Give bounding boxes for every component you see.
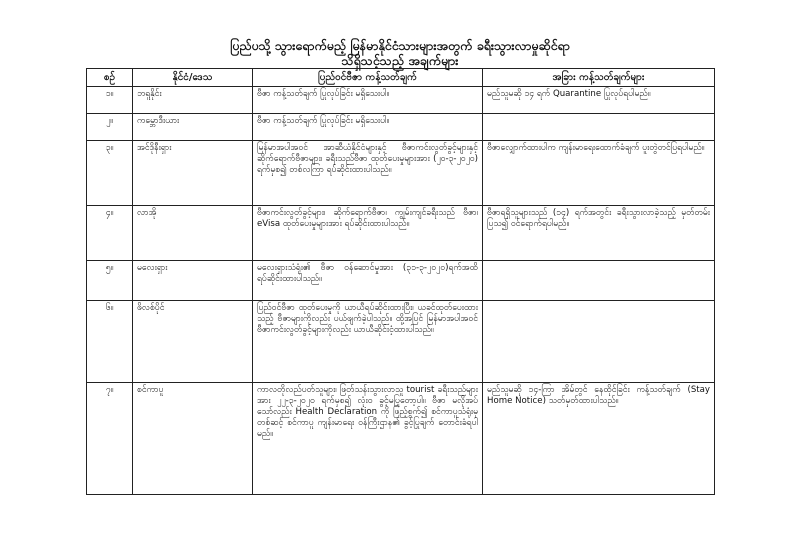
header-visa-restriction: ပြည်ဝင်ဗီဇာ ကန့်သတ်ချက် [253,69,483,87]
row-number: ၃။ [87,141,133,206]
table-row [87,301,715,383]
table-row [87,141,715,206]
row-country: အင်ဒိုနီးရှား [133,141,253,206]
row-number: ၆။ [87,301,133,383]
header-no: စဉ် [87,69,133,87]
row-other-restriction [483,261,715,301]
row-number: ၇။ [87,383,133,495]
row-other-restriction: မည်သူမဆို ၁၄-ကြာ အိမ်တွင် နေထိုင်ခြင်း ကန့်သတ်ချက် (Stay Home Notice) သတ်မှတ်ထားပါသည်။ [483,383,715,495]
table-row [87,114,715,141]
table-row [87,87,715,114]
document-title-line-1: ပြည်ပသို့ သွားရောက်မည့် မြန်မာနိုင်ငံသားများအတွက် ခရီးသွားလာမှုဆိုင်ရာ [230,38,570,53]
row-number: ၂။ [87,114,133,141]
row-other-restriction: ဗီဇာရရှိသူများသည် (၁၄) ရက်အတွင်း ခရီးသွားလာခဲ့သည့် မှတ်တမ်းပြသ၍ ဝင်ရောက်ရပါမည်။ [483,206,715,261]
row-visa-restriction: ဗီဇာ ကန့်သတ်ချက် ပြုလုပ်ခြင်း မရှိသေးပါ။ [253,114,483,141]
row-country: လာအို [133,206,253,261]
row-number: ၄။ [87,206,133,261]
row-country: မလေးရှား [133,261,253,301]
row-visa-restriction: ဗီဇာကင်းလွတ်ခွင့်များ၊ ဆိုက်ရောက်ဗီဇာ၊ ကျွမ်းကျင်ခရီးသည် ဗီဇာ၊ eVisa ထုတ်ပေးမှုများအား ရပ်ဆိုင်းထားပါသည်။ [253,206,483,261]
row-number: ၁။ [87,87,133,114]
row-visa-restriction: ဗီဇာ ကန့်သတ်ချက် ပြုလုပ်ခြင်း မရှိသေးပါ။ [253,87,483,114]
table-row [87,261,715,301]
row-visa-restriction: မြန်မာအပါအဝင် အာဆီယံနိုင်ငံများနှင့် ဗီဇာကင်းလွတ်ခွင့်များနှင့် ဆိုက်ရောက်ဗီဇာများ၊ ခရီးသည်ဗီဇာ ထုတ်ပေးမှုများအား (၂၀-၃-၂၀၂၀) ရက်မှစ၍ တစ်လကြာ ရပ်ဆိုင်းထားပါသည်။ [253,141,483,206]
table-row [87,383,715,495]
document-title-line-2: သိရှိသင့်သည့် အချက်များ [341,53,459,68]
row-other-restriction: ဗီဇာလျှောက်ထားပါက ကျန်းမာရေးထောက်ခံချက် ပူးတွဲတင်ပြရပါမည်။ [483,141,715,206]
table-row [87,206,715,261]
header-other-restriction: အခြား ကန့်သတ်ချက်များ [483,69,715,87]
row-other-restriction: မည်သူမဆို ၁၄ ရက် Quarantine ပြုလုပ်ရပါမည်။ [483,87,715,114]
row-visa-restriction: ကာလတိုလည်ပတ်သူများ၊ ဖြတ်သန်းသွားလာသူ tourist ခရီးသည်များအား ၂၂-၃-၂၀၂၀ ရက်မှစ၍ လုံးဝ ခွင့်မပြုတော့ပါ။ ဗီဇာ မလိုအပ်သော်လည်း Health Declaration ကို ဖြည့်စွက်၍ စင်ကာပူသံရုံးမှတစ်ဆင့် စင်ကာပူ ကျန်းမာရေး ဝန်ကြီးဌာန၏ ခွင့်ပြုချက် တောင်းခံရပါမည်။ [253,383,483,495]
header-country: နိုင်ငံ/ဒေသ [133,69,253,87]
row-number: ၅။ [87,261,133,301]
row-country: ဖိလစ်ပိုင် [133,301,253,383]
travel-restrictions-table [86,68,715,495]
row-other-restriction [483,301,715,383]
table-header-row [87,69,715,87]
row-other-restriction [483,114,715,141]
row-visa-restriction: ပြည်ဝင်ဗီဇာ ထုတ်ပေးမှုကို ယာယီရပ်ဆိုင်းထားပြီး၊ ယခင်ထုတ်ပေးထားသည့် ဗီဇာများကိုလည်း ပယ်ဖျက်ခဲ့ပါသည်။ ထို့အပြင် မြန်မာအပါအဝင် ဗီဇာကင်းလွတ်ခွင့်များကိုလည်း ယာယီဆိုင်းငံ့ထားပါသည်။ [253,301,483,383]
row-country: ဘရူနိုင်း [133,87,253,114]
row-country: ကမ္ဘောဒီးယား [133,114,253,141]
row-country: စင်ကာပူ [133,383,253,495]
row-visa-restriction: မလေးရှားသံရုံး၏ ဗီဇာ ဝန်ဆောင်မှုအား (၃၁-၃-၂၀၂၀)ရက်အထိ ရပ်ဆိုင်းထားပါသည်။ [253,261,483,301]
